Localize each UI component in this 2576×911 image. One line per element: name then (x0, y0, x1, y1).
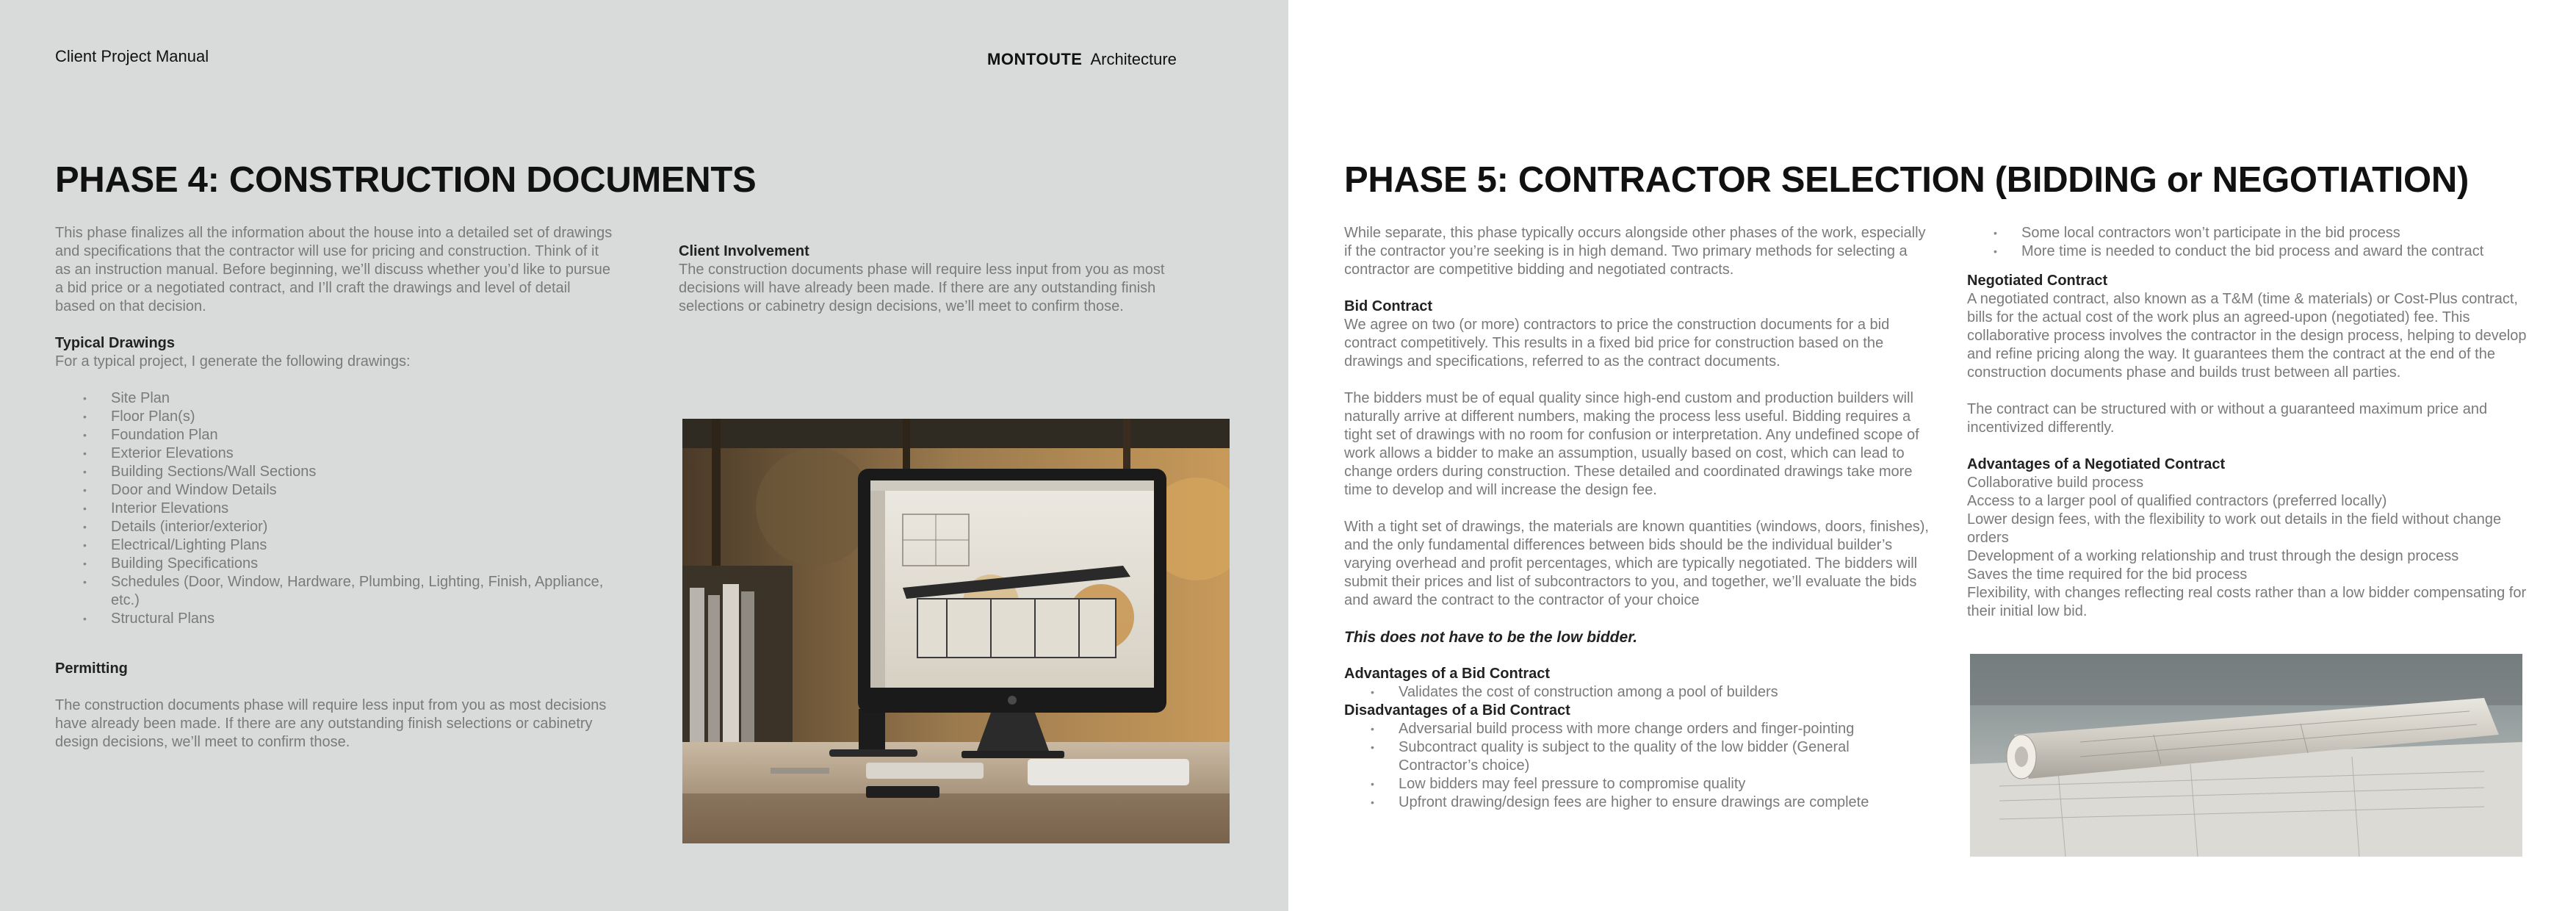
bid-paragraph-3: With a tight set of drawings, the materials are known quantities (windows, doors, finishes), and the only fundamental differences between bids should be the individual builder’s varying overhead and profit percentages, which are typically negotiated. The bidders will submit their prices and list of subcontractors to you, and together, we’ll evaluate the bids and award the contract to the contractor of your choice (1344, 519, 1929, 608)
negotiated-advantages-heading: Advantages of a Negotiated Contract (1967, 456, 2226, 472)
workspace-photo (682, 419, 1230, 843)
phase5-title: PHASE 5: CONTRACTOR SELECTION (BIDDING or NEGOTIATION) (1344, 160, 2469, 200)
manual-header: Client Project Manual (55, 47, 209, 65)
permitting-text: The construction documents phase will require less input from you as most decisions have already been made. If there are any outstanding finish selections or cabinetry design decisions, we’ll meet to confirm those. (55, 697, 607, 750)
bid-paragraph-2: The bidders must be of equal quality since high-end custom and production builders will naturally arrive at different numbers, making the process less useful. Bidding requires a tight set of drawings with no room for confusion or interpretation. Any undefined scope of work allows a bidder to make an assumption, usually based on cost, which can lead to change orders during construction. These detailed and coordinated drawings take more time to develop and will increase the design fee. (1344, 390, 1919, 498)
drawings-list (55, 389, 610, 628)
phase4-column-1 (55, 224, 613, 752)
right-page (1288, 0, 2576, 911)
negotiated-advantage: Lower design fees, with the flexibility to work out details in the field without change orders (1967, 511, 2502, 546)
bid-paragraph-1: We agree on two (or more) contractors to price the construction documents for a bid contract competitively. This results in a fixed bid price for construction based on the drawings and specifications, referred to as the contract documents. (1344, 317, 1890, 370)
list-item: • Site Plan (111, 389, 610, 408)
list-item: • Structural Plans (111, 610, 610, 628)
negotiated-contract-heading: Negotiated Contract (1967, 273, 2108, 289)
negotiated-advantage: Collaborative build process (1967, 475, 2144, 491)
list-item: • Subcontract quality is subject to the quality of the low bidder (General Contractor’s choice) (1399, 738, 1883, 775)
negotiated-advantage: Saves the time required for the bid process (1967, 566, 2248, 583)
brand-name: MONTOUTE (987, 50, 1083, 68)
negotiated-advantage: Flexibility, with changes reflecting real costs rather than a low bidder compensating for their initial low bid. (1967, 585, 2527, 619)
blueprints-illustration (1970, 654, 2522, 857)
phase5-column-2 (1967, 224, 2540, 621)
list-item: • Door and Window Details (111, 481, 610, 500)
bid-disadvantages-continued (1967, 224, 2540, 261)
phase5-intro: While separate, this phase typically occurs alongside other phases of the work, especially if the contractor you’re seeking is in high demand. Two primary methods for selecting a contractor are competitive bidding and negotiated contracts. (1344, 225, 1926, 278)
blueprints-photo (1970, 654, 2522, 857)
low-bidder-note: This does not have to be the low bidder. (1344, 629, 1638, 646)
permitting-heading: Permitting (55, 660, 128, 677)
list-item: • Validates the cost of construction among a pool of builders (1399, 683, 1913, 702)
negotiated-paragraph-1: A negotiated contract, also known as a T&M (time & materials) or Cost-Plus contract, bills for the actual cost of the work plus an agreed-upon (negotiated) fee. This collaborative process involves the contractor in the design process, helping to develop and refine pricing along the way. It guarantees them the contract at the end of the construction documents phase and builds trust between all parties. (1967, 291, 2527, 381)
typical-drawings-text: For a typical project, I generate the following drawings: (55, 353, 411, 370)
phase4-title: PHASE 4: CONSTRUCTION DOCUMENTS (55, 160, 757, 200)
list-item: • Schedules (Door, Window, Hardware, Plumbing, Lighting, Finish, Appliance, etc.) (111, 573, 610, 610)
phase4-column-2 (679, 242, 1193, 316)
list-item: • Building Sections/Wall Sections (111, 463, 610, 481)
bid-advantages-list (1344, 683, 1913, 702)
list-item: • More time is needed to conduct the bid process and award the contract (2021, 242, 2540, 261)
negotiated-advantage: Access to a larger pool of qualified contractors (preferred locally) (1967, 493, 2387, 509)
bid-disadvantages-heading: Disadvantages of a Bid Contract (1344, 702, 1570, 719)
list-item: • Some local contractors won’t participate in the bid process (2021, 224, 2540, 242)
negotiated-paragraph-2: The contract can be structured with or without a guaranteed maximum price and incentivized differently. (1967, 401, 2488, 436)
brand-logo (987, 50, 1177, 69)
phase4-intro: This phase finalizes all the information about the house into a detailed set of drawings and specifications that the contractor will use for pricing and construction. Think of it as an instruction manual. Before beginning, we’ll discuss whether you’d like to pursue a bid price or a negotiated contract, and I’ll craft the drawings and level of detail based on that decision. (55, 225, 613, 314)
list-item: • Foundation Plan (111, 426, 610, 444)
client-involvement-heading: Client Involvement (679, 243, 809, 259)
negotiated-advantage: Development of a working relationship and trust through the design process (1967, 548, 2459, 564)
client-involvement-text: The construction documents phase will require less input from you as most decisions will have already been made. If there are any outstanding finish selections or cabinetry design decisions, we’ll meet to confirm those. (679, 262, 1165, 314)
list-item: • Adversarial build process with more change orders and finger-pointing (1399, 720, 1883, 738)
bid-disadvantages-list (1344, 720, 1883, 812)
bid-contract-heading: Bid Contract (1344, 298, 1432, 314)
typical-drawings-heading: Typical Drawings (55, 335, 176, 351)
list-item: • Electrical/Lighting Plans (111, 536, 610, 555)
brand-tagline: Architecture (1090, 50, 1177, 68)
list-item: • Details (interior/exterior) (111, 518, 610, 536)
phase5-column-1 (1344, 224, 1932, 812)
list-item: • Floor Plan(s) (111, 408, 610, 426)
list-item: • Exterior Elevations (111, 444, 610, 463)
imac-desk-illustration (682, 419, 1230, 843)
list-item: • Interior Elevations (111, 500, 610, 518)
list-item: • Building Specifications (111, 555, 610, 573)
bid-advantages-heading: Advantages of a Bid Contract (1344, 666, 1551, 682)
list-item: • Low bidders may feel pressure to compromise quality (1399, 775, 1883, 793)
list-item: • Upfront drawing/design fees are higher to ensure drawings are complete (1399, 793, 1883, 812)
